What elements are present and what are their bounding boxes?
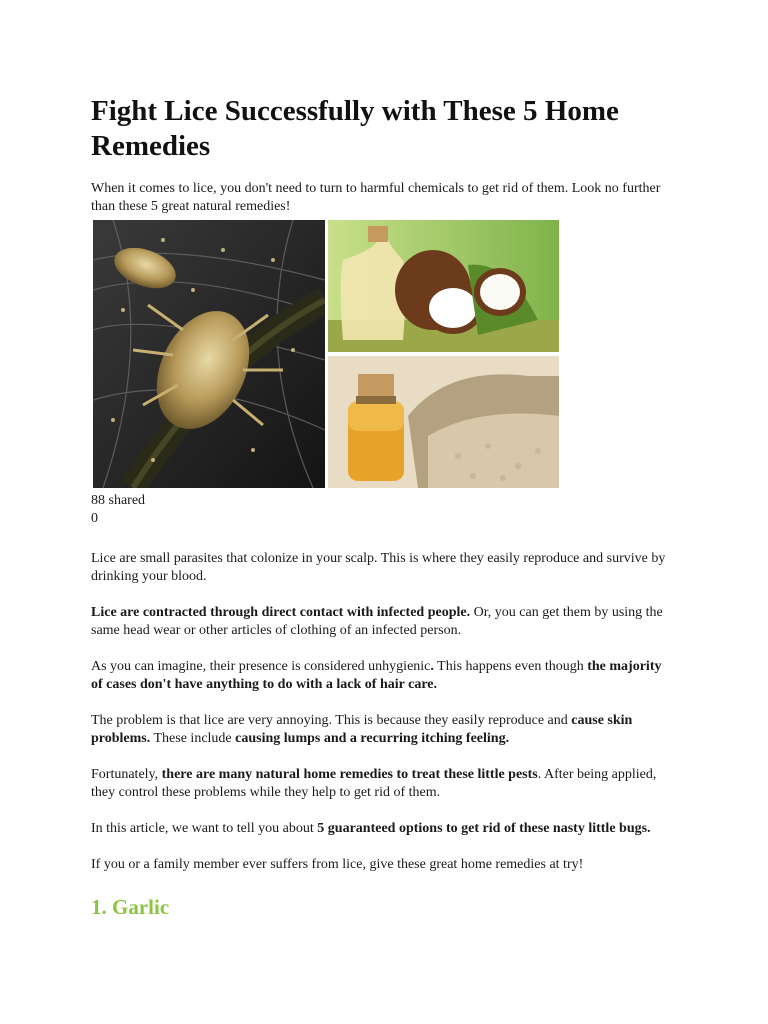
paragraph-3-start: As you can imagine, their presence is considered unhygienic	[91, 659, 431, 674]
article-body	[91, 94, 676, 920]
paragraph-4	[91, 712, 676, 748]
remedies-collage-image	[91, 220, 559, 488]
paragraph-1: Lice are small parasites that colonize in your scalp. This is where they easily reproduce and survive by drinking your blood.	[91, 551, 666, 584]
paragraph-5-start: Fortunately,	[91, 767, 162, 782]
paragraph-3	[91, 658, 676, 694]
oil-and-grains-photo	[328, 356, 559, 488]
comments-count: 0	[91, 511, 98, 526]
paragraph-6-start: In this article, we want to tell you about	[91, 821, 318, 836]
coconut-oil-photo	[328, 220, 559, 352]
paragraph-3-dot: .	[430, 659, 434, 674]
intro-paragraph: When it comes to lice, you don't need to turn to harmful chemicals to get rid of them. Look no further than these 5 great natural remedies!	[91, 181, 661, 214]
paragraph-5	[91, 766, 676, 802]
paragraph-3-bold: the majority of cases don't have anything to do with a lack of hair care.	[91, 659, 662, 692]
paragraph-5-bold: there are many natural home remedies to treat these little pests	[161, 767, 538, 782]
paragraph-4-bold-2: causing lumps and a recurring itching feeling.	[235, 731, 510, 746]
paragraph-5-rest: . After being applied, they control these problems while they help to get rid of them.	[91, 767, 657, 800]
paragraph-4-start: The problem is that lice are very annoying. This is because they easily reproduce and	[91, 713, 572, 728]
paragraph-6-bold: 5 guaranteed options to get rid of these nasty little bugs.	[317, 821, 651, 836]
article-title: Fight Lice Successfully with These 5 Home Remedies	[91, 95, 619, 162]
paragraph-4-bold-1: cause skin problems.	[91, 713, 633, 746]
lice-on-hair-photo	[93, 220, 325, 488]
paragraph-2	[91, 604, 676, 640]
paragraph-6	[91, 820, 676, 838]
shares-count: 88 shared	[91, 493, 146, 508]
paragraph-2-bold: Lice are contracted through direct contact with infected people.	[91, 605, 471, 620]
paragraph-7: If you or a family member ever suffers from lice, give these great home remedies at try!	[91, 857, 584, 872]
paragraph-4-mid: These include	[150, 731, 236, 746]
paragraph-2-text: Or, you can get them by using the same head wear or other articles of clothing of an infected person.	[91, 605, 663, 638]
paragraph-3-mid: This happens even though	[433, 659, 588, 674]
section-heading-garlic: 1. Garlic	[91, 895, 170, 919]
